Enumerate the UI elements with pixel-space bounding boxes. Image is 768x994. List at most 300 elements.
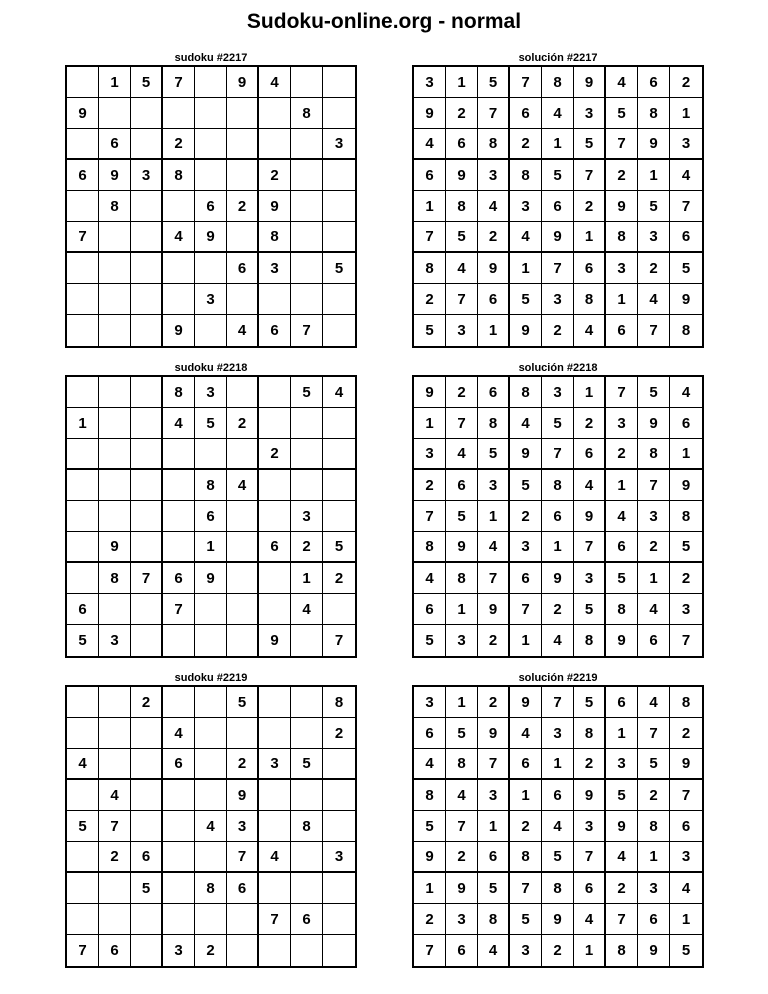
sudoku-cell: 4	[638, 687, 670, 718]
sudoku-cell	[131, 501, 163, 532]
sudoku-cell: 2	[99, 842, 131, 873]
sudoku-cell	[67, 842, 99, 873]
sudoku-cell: 5	[606, 98, 638, 129]
sudoku-cell: 9	[478, 253, 510, 284]
sudoku-cell: 3	[99, 625, 131, 656]
panel-label: sudoku #2217	[174, 52, 248, 64]
sudoku-cell: 9	[542, 563, 574, 594]
sudoku-cell: 8	[163, 377, 195, 408]
sudoku-cell: 9	[99, 160, 131, 191]
sudoku-cell	[259, 873, 291, 904]
sudoku-grid	[65, 685, 357, 968]
sudoku-cell	[67, 904, 99, 935]
sudoku-cell	[195, 594, 227, 625]
sudoku-cell: 9	[606, 811, 638, 842]
sudoku-cell: 5	[574, 594, 606, 625]
sudoku-cell: 7	[414, 501, 446, 532]
sudoku-cell: 3	[227, 811, 259, 842]
sudoku-cell: 3	[638, 222, 670, 253]
sudoku-cell: 8	[510, 160, 542, 191]
sudoku-cell: 3	[638, 501, 670, 532]
sudoku-cell	[99, 408, 131, 439]
sudoku-cell	[259, 284, 291, 315]
sudoku-cell: 4	[510, 718, 542, 749]
sudoku-cell: 8	[291, 811, 323, 842]
sudoku-cell	[99, 439, 131, 470]
sudoku-cell: 3	[574, 98, 606, 129]
sudoku-cell	[259, 935, 291, 966]
sudoku-cell	[227, 935, 259, 966]
solution-panel	[412, 51, 704, 348]
sudoku-cell: 8	[638, 439, 670, 470]
sudoku-cell: 8	[99, 563, 131, 594]
sudoku-cell: 7	[510, 873, 542, 904]
sudoku-cell: 5	[638, 749, 670, 780]
sudoku-grid	[65, 65, 357, 348]
sudoku-cell: 4	[446, 780, 478, 811]
sudoku-cell	[227, 501, 259, 532]
sudoku-cell: 4	[606, 842, 638, 873]
sudoku-cell: 8	[446, 191, 478, 222]
sudoku-cell: 6	[67, 160, 99, 191]
sudoku-cell	[195, 625, 227, 656]
sudoku-cell: 9	[510, 315, 542, 346]
sudoku-cell	[163, 439, 195, 470]
sudoku-cell: 3	[574, 563, 606, 594]
sudoku-cell: 7	[334, 632, 344, 649]
sudoku-cell: 6	[542, 501, 574, 532]
sudoku-cell	[291, 935, 323, 966]
panel-label: sudoku #2218	[174, 362, 248, 374]
sudoku-cell	[227, 160, 259, 191]
sudoku-cell	[291, 687, 323, 718]
sudoku-cell: 1	[542, 532, 574, 563]
sudoku-cell: 6	[99, 129, 131, 160]
sudoku-cell: 3	[259, 749, 291, 780]
sudoku-cell: 4	[227, 470, 259, 501]
sudoku-cell: 9	[542, 222, 574, 253]
sudoku-cell: 2	[574, 191, 606, 222]
sudoku-cell: 1	[574, 935, 606, 966]
sudoku-cell: 1	[446, 687, 478, 718]
sudoku-cell: 8	[478, 129, 510, 160]
sudoku-cell: 3	[195, 377, 227, 408]
sudoku-cell: 9	[574, 67, 606, 98]
sudoku-cell: 7	[446, 811, 478, 842]
sudoku-cell: 5	[510, 470, 542, 501]
sudoku-cell: 6	[574, 439, 606, 470]
panel-label: sudoku #2219	[174, 672, 248, 684]
sudoku-cell: 7	[99, 811, 131, 842]
sudoku-cell: 6	[638, 904, 670, 935]
sudoku-cell	[323, 98, 355, 129]
sudoku-cell: 3	[606, 408, 638, 439]
sudoku-cell: 5	[681, 942, 691, 959]
sudoku-grid	[65, 375, 357, 658]
sudoku-cell: 5	[67, 811, 99, 842]
sudoku-cell	[131, 191, 163, 222]
sudoku-cell: 1	[510, 780, 542, 811]
sudoku-cell: 9	[446, 873, 478, 904]
sudoku-cell	[67, 191, 99, 222]
sudoku-cell	[131, 811, 163, 842]
sudoku-cell: 3	[510, 532, 542, 563]
sudoku-cell	[259, 811, 291, 842]
sudoku-cell: 9	[478, 718, 510, 749]
sudoku-cell	[67, 470, 99, 501]
sudoku-cell: 1	[638, 160, 670, 191]
sudoku-cell: 6	[510, 563, 542, 594]
sudoku-cell	[195, 253, 227, 284]
sudoku-cell: 2	[638, 532, 670, 563]
sudoku-cell: 4	[99, 780, 131, 811]
sudoku-cell: 4	[446, 253, 478, 284]
sudoku-cell	[67, 563, 99, 594]
sudoku-cell: 1	[195, 532, 227, 563]
sudoku-cell	[259, 501, 291, 532]
sudoku-cell: 3	[446, 315, 478, 346]
sudoku-cell	[291, 780, 323, 811]
sudoku-cell: 4	[606, 67, 638, 98]
sudoku-cell	[99, 377, 131, 408]
sudoku-cell	[195, 904, 227, 935]
sudoku-cell	[99, 687, 131, 718]
sudoku-cell: 3	[323, 842, 355, 873]
sudoku-cell: 2	[510, 501, 542, 532]
sudoku-cell: 9	[574, 501, 606, 532]
sudoku-cell: 4	[478, 532, 510, 563]
sudoku-cell: 1	[99, 67, 131, 98]
sudoku-cell	[131, 470, 163, 501]
sudoku-cell: 3	[542, 718, 574, 749]
sudoku-cell: 2	[638, 253, 670, 284]
sudoku-cell: 1	[414, 191, 446, 222]
sudoku-cell: 1	[414, 873, 446, 904]
sudoku-cell: 4	[291, 594, 323, 625]
sudoku-cell	[195, 315, 227, 346]
page-title: Sudoku-online.org - normal	[246, 10, 522, 33]
sudoku-cell: 8	[606, 935, 638, 966]
sudoku-cell	[291, 67, 323, 98]
sudoku-cell	[131, 253, 163, 284]
sudoku-cell: 5	[291, 749, 323, 780]
sudoku-cell: 1	[606, 470, 638, 501]
sudoku-cell: 4	[195, 811, 227, 842]
sudoku-cell: 6	[606, 687, 638, 718]
sudoku-cell: 6	[542, 191, 574, 222]
sudoku-cell	[291, 129, 323, 160]
sudoku-cell: 8	[638, 811, 670, 842]
sudoku-cell: 8	[414, 532, 446, 563]
sudoku-cell	[259, 594, 291, 625]
sudoku-cell: 6	[195, 191, 227, 222]
sudoku-cell: 9	[638, 408, 670, 439]
sudoku-cell: 6	[606, 532, 638, 563]
sudoku-cell: 1	[606, 718, 638, 749]
sudoku-cell: 4	[638, 594, 670, 625]
sudoku-cell	[99, 98, 131, 129]
sudoku-cell: 6	[446, 470, 478, 501]
sudoku-cell: 4	[510, 408, 542, 439]
sudoku-cell: 6	[574, 253, 606, 284]
sudoku-cell: 9	[414, 377, 446, 408]
sudoku-cell: 4	[606, 501, 638, 532]
sudoku-cell	[131, 749, 163, 780]
sudoku-cell: 8	[638, 98, 670, 129]
sudoku-cell	[227, 718, 259, 749]
sudoku-cell: 7	[478, 563, 510, 594]
sudoku-cell	[291, 873, 323, 904]
sudoku-cell: 1	[638, 563, 670, 594]
sudoku-cell: 8	[446, 563, 478, 594]
sudoku-cell	[67, 780, 99, 811]
sudoku-cell: 8	[163, 160, 195, 191]
sudoku-cell: 8	[446, 749, 478, 780]
sudoku-cell: 5	[446, 718, 478, 749]
sudoku-cell: 3	[510, 935, 542, 966]
sudoku-cell	[323, 439, 355, 470]
sudoku-cell: 9	[478, 594, 510, 625]
sudoku-cell: 8	[606, 222, 638, 253]
sudoku-cell: 8	[414, 780, 446, 811]
sudoku-cell	[99, 904, 131, 935]
sudoku-cell: 6	[638, 625, 670, 656]
sudoku-cell: 9	[227, 67, 259, 98]
sudoku-cell: 7	[446, 408, 478, 439]
sudoku-cell	[67, 253, 99, 284]
sudoku-cell	[67, 377, 99, 408]
sudoku-cell: 4	[478, 935, 510, 966]
sudoku-cell	[163, 253, 195, 284]
sudoku-cell: 1	[446, 594, 478, 625]
sudoku-cell: 3	[478, 160, 510, 191]
sudoku-cell: 4	[542, 98, 574, 129]
sudoku-cell: 2	[291, 532, 323, 563]
sudoku-cell: 6	[414, 160, 446, 191]
sudoku-cell	[195, 718, 227, 749]
sudoku-cell: 9	[259, 625, 291, 656]
sudoku-cell: 8	[606, 594, 638, 625]
sudoku-cell	[323, 935, 355, 966]
sudoku-cell	[227, 98, 259, 129]
sudoku-cell: 5	[542, 842, 574, 873]
sudoku-cell: 9	[542, 904, 574, 935]
sudoku-cell	[67, 532, 99, 563]
sudoku-cell	[323, 315, 355, 346]
sudoku-cell: 7	[606, 377, 638, 408]
sudoku-cell: 4	[542, 811, 574, 842]
sudoku-cell: 6	[163, 563, 195, 594]
sudoku-cell: 4	[227, 315, 259, 346]
sudoku-cell: 9	[414, 842, 446, 873]
sudoku-cell: 5	[291, 377, 323, 408]
sudoku-cell	[195, 439, 227, 470]
sudoku-cell: 8	[574, 718, 606, 749]
sudoku-cell	[259, 408, 291, 439]
sudoku-cell: 2	[227, 408, 259, 439]
sudoku-cell: 6	[227, 873, 259, 904]
sudoku-cell: 7	[542, 439, 574, 470]
sudoku-cell: 9	[670, 749, 702, 780]
sudoku-cell	[67, 718, 99, 749]
sudoku-cell	[291, 842, 323, 873]
sudoku-cell: 2	[606, 439, 638, 470]
sudoku-cell: 7	[574, 842, 606, 873]
sudoku-cell: 5	[542, 408, 574, 439]
sudoku-cell: 9	[414, 98, 446, 129]
sudoku-cell	[227, 284, 259, 315]
sudoku-cell: 3	[414, 687, 446, 718]
sudoku-cell: 2	[163, 129, 195, 160]
sudoku-cell	[227, 625, 259, 656]
sudoku-cell	[131, 98, 163, 129]
sudoku-cell	[99, 594, 131, 625]
sudoku-cell	[323, 222, 355, 253]
sudoku-cell: 6	[606, 315, 638, 346]
sudoku-cell	[67, 873, 99, 904]
sudoku-cell: 2	[510, 129, 542, 160]
sudoku-cell: 5	[606, 563, 638, 594]
sudoku-cell: 7	[670, 191, 702, 222]
sudoku-cell: 5	[638, 377, 670, 408]
sudoku-cell: 4	[542, 625, 574, 656]
sudoku-cell	[163, 532, 195, 563]
sudoku-cell	[291, 222, 323, 253]
sudoku-cell: 5	[670, 532, 702, 563]
sudoku-cell: 8	[414, 253, 446, 284]
sudoku-cell: 7	[638, 470, 670, 501]
sudoku-cell: 8	[542, 470, 574, 501]
sudoku-cell	[291, 160, 323, 191]
sudoku-cell	[227, 594, 259, 625]
sudoku-cell: 5	[478, 67, 510, 98]
puzzle-panel	[65, 51, 357, 348]
sudoku-cell: 8	[478, 408, 510, 439]
sudoku-cell: 1	[510, 625, 542, 656]
sudoku-cell: 5	[195, 408, 227, 439]
sudoku-cell: 2	[414, 470, 446, 501]
sudoku-cell: 8	[681, 322, 691, 339]
sudoku-cell	[291, 284, 323, 315]
sudoku-cell: 9	[446, 160, 478, 191]
sudoku-cell: 6	[478, 842, 510, 873]
sudoku-cell: 4	[574, 470, 606, 501]
sudoku-cell: 3	[670, 594, 702, 625]
sudoku-cell: 9	[195, 563, 227, 594]
sudoku-cell	[227, 904, 259, 935]
sudoku-cell: 9	[259, 191, 291, 222]
sudoku-grid	[412, 65, 704, 348]
sudoku-cell: 6	[446, 935, 478, 966]
sudoku-cell: 9	[163, 315, 195, 346]
sudoku-cell: 4	[670, 160, 702, 191]
sudoku-cell: 6	[670, 811, 702, 842]
sudoku-cell	[163, 284, 195, 315]
sudoku-cell: 4	[638, 284, 670, 315]
sudoku-cell: 2	[259, 439, 291, 470]
sudoku-cell: 1	[478, 315, 510, 346]
puzzle-panel	[65, 361, 357, 658]
sudoku-cell: 2	[131, 687, 163, 718]
sudoku-cell	[163, 842, 195, 873]
sudoku-cell: 7	[606, 129, 638, 160]
sudoku-cell: 5	[323, 253, 355, 284]
sudoku-cell	[131, 129, 163, 160]
sudoku-cell: 2	[446, 98, 478, 129]
sudoku-cell: 8	[259, 222, 291, 253]
sudoku-cell	[259, 129, 291, 160]
sudoku-cell: 8	[195, 470, 227, 501]
sudoku-cell	[131, 284, 163, 315]
sudoku-cell	[131, 594, 163, 625]
sudoku-cell	[227, 129, 259, 160]
sudoku-cell: 9	[606, 191, 638, 222]
sudoku-cell: 5	[510, 284, 542, 315]
sudoku-cell: 1	[670, 98, 702, 129]
sudoku-cell	[259, 563, 291, 594]
sudoku-cell: 4	[414, 129, 446, 160]
sudoku-cell: 2	[542, 594, 574, 625]
sudoku-cell: 7	[67, 222, 99, 253]
sudoku-cell: 6	[670, 222, 702, 253]
sudoku-cell: 2	[670, 67, 702, 98]
sudoku-cell: 6	[259, 532, 291, 563]
sudoku-cell	[323, 749, 355, 780]
sudoku-cell: 3	[542, 377, 574, 408]
sudoku-cell	[291, 253, 323, 284]
sudoku-cell: 2	[478, 625, 510, 656]
sudoku-cell: 2	[606, 873, 638, 904]
sudoku-cell: 5	[670, 253, 702, 284]
sudoku-cell	[163, 904, 195, 935]
sudoku-cell	[131, 315, 163, 346]
sudoku-cell: 3	[574, 811, 606, 842]
sudoku-cell: 7	[163, 594, 195, 625]
sudoku-cell: 9	[510, 687, 542, 718]
sudoku-cell: 7	[478, 98, 510, 129]
sudoku-cell: 4	[414, 749, 446, 780]
sudoku-cell	[323, 904, 355, 935]
sudoku-cell: 5	[414, 315, 446, 346]
sudoku-grid	[412, 685, 704, 968]
sudoku-cell: 5	[606, 780, 638, 811]
sudoku-cell: 2	[446, 842, 478, 873]
sudoku-cell: 4	[574, 315, 606, 346]
sudoku-cell	[259, 718, 291, 749]
sudoku-cell: 8	[510, 377, 542, 408]
sudoku-cell: 3	[131, 160, 163, 191]
sudoku-cell	[259, 687, 291, 718]
sudoku-cell: 2	[446, 377, 478, 408]
sudoku-cell	[195, 749, 227, 780]
sudoku-cell	[131, 408, 163, 439]
sudoku-cell: 7	[414, 935, 446, 966]
sudoku-cell: 5	[574, 129, 606, 160]
sudoku-cell: 5	[414, 811, 446, 842]
sudoku-cell: 6	[510, 98, 542, 129]
sudoku-cell	[323, 470, 355, 501]
sudoku-cell: 1	[606, 284, 638, 315]
sudoku-cell: 7	[510, 594, 542, 625]
sudoku-cell: 2	[574, 749, 606, 780]
sudoku-cell: 2	[638, 780, 670, 811]
sudoku-cell	[227, 377, 259, 408]
sudoku-cell: 8	[574, 625, 606, 656]
sudoku-cell: 3	[259, 253, 291, 284]
sudoku-cell	[195, 67, 227, 98]
sudoku-cell	[227, 532, 259, 563]
sudoku-cell: 3	[478, 470, 510, 501]
